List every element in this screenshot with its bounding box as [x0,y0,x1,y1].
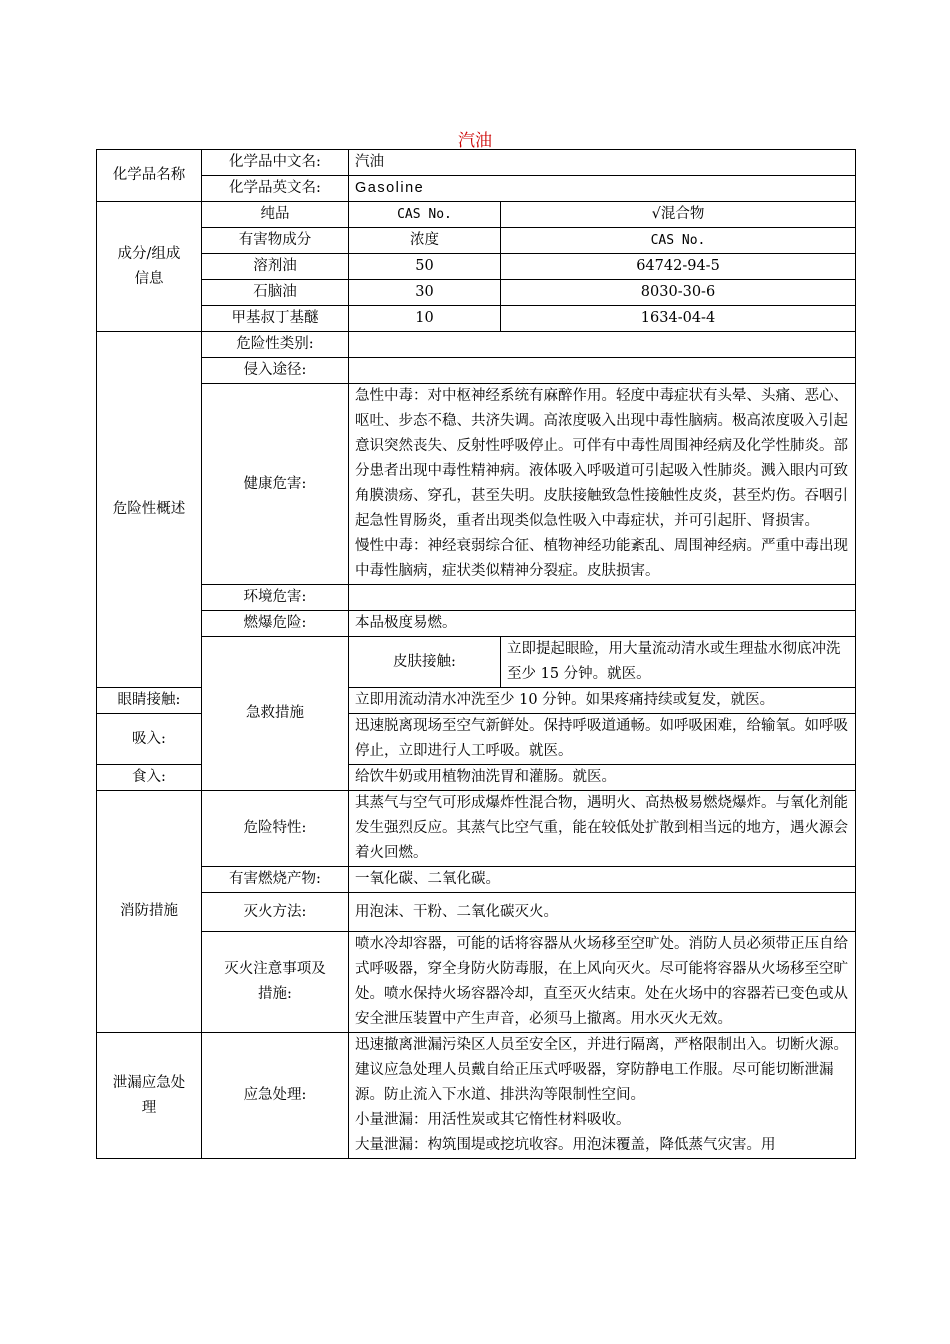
cas-header: CAS No. [501,228,856,254]
component-name: 石脑油 [202,280,349,306]
inhalation-label: 吸入: [97,714,202,765]
row-exposure-route [97,358,856,384]
row-health-hazard [97,384,856,585]
eye-contact-value: 立即用流动清水冲洗至少 10 分钟。如果疼痛持续或复发，就医。 [349,688,856,714]
cn-name-value: 汽油 [349,150,856,176]
document-title: 汽油 [458,131,492,151]
row-fire-hazard [97,791,856,867]
concentration-header: 浓度 [349,228,501,254]
health-hazard-value [349,384,856,585]
spill-general-text: 迅速撤离泄漏污染区人员至安全区，并进行隔离，严格限制出入。切断火源。建议应急处理人员戴自给正压式呼吸器，穿防静电工作服。尽可能切断泄漏源。防止流入下水道、排洪沟等限制性空间。 [355,1037,848,1103]
cas-label: CAS No. [349,202,501,228]
exposure-route-label: 侵入途径: [202,358,349,384]
component-concentration: 30 [349,280,501,306]
chronic-poisoning-text: 慢性中毒：神经衰弱综合征、植物神经功能紊乱、周围神经病。严重中毒出现中毒性脑病，症状类似精神分裂症。皮肤损害。 [355,538,848,579]
mixture-label: √混合物 [501,202,856,228]
msds-table [96,149,856,1159]
large-spill-text: 大量泄漏：构筑围堤或挖坑收容。用泡沫覆盖，降低蒸气灾害。用 [355,1137,776,1153]
section-composition: 成分/组成 信息 [97,202,202,332]
spill-response-value [349,1033,856,1159]
row-composition-header [97,228,856,254]
section-hazards: 危险性概述 [97,332,202,688]
skin-contact-label: 皮肤接触: [349,637,501,688]
cn-name-label: 化学品中文名: [202,150,349,176]
fire-explosion-label: 燃爆危险: [202,611,349,637]
component-concentration: 10 [349,306,501,332]
table-row [97,306,856,332]
section-spill: 泄漏应急处 理 [97,1033,202,1159]
row-extinguishing-method [97,893,856,932]
extinguishing-method-label: 灭火方法: [202,893,349,932]
fire-hazard-label: 危险特性: [202,791,349,867]
en-name-label: 化学品英文名: [202,176,349,202]
inhalation-value: 迅速脱离现场至空气新鲜处。保持呼吸道通畅。如呼吸困难，给输氧。如呼吸停止，立即进行人工呼吸。就医。 [349,714,856,765]
component-cas: 8030-30-6 [501,280,856,306]
firefighting-notes-label: 灭火注意事项及 措施: [202,932,349,1033]
row-firefighting-notes [97,932,856,1033]
row-environment-hazard [97,585,856,611]
combustion-products-label: 有害燃烧产物: [202,867,349,893]
component-header: 有害物成分 [202,228,349,254]
fire-explosion-value: 本品极度易燃。 [349,611,856,637]
section-identity: 化学品名称 [97,150,202,202]
section-firefighting: 消防措施 [97,791,202,1033]
component-name: 溶剂油 [202,254,349,280]
combustion-products-value: 一氧化碳、二氧化碳。 [349,867,856,893]
row-fire-explosion [97,611,856,637]
row-combustion-products [97,867,856,893]
environment-hazard-value [349,585,856,611]
acute-poisoning-text: 急性中毒：对中枢神经系统有麻醉作用。轻度中毒症状有头晕、头痛、恶心、呕吐、步态不稳、共济失调。高浓度吸入出现中毒性脑病。极高浓度吸入引起意识突然丧失、反射性呼吸停止。可伴有中毒性周围神经病及化学性肺炎。部分患者出现中毒性精神病。液体吸入呼吸道可引起吸入性肺炎。溅入眼内可致角膜溃疡、穿孔，甚至失明。皮肤接触致急性接触性皮炎，甚至灼伤。吞咽引起急性胃肠炎，重者出现类似急性吸入中毒症状，并可引起肝、肾损害。 [355,388,848,529]
pure-label: 纯品 [202,202,349,228]
component-cas: 64742-94-5 [501,254,856,280]
environment-hazard-label: 环境危害: [202,585,349,611]
table-row [97,280,856,306]
ingestion-label: 食入: [97,765,202,791]
extinguishing-method-value: 用泡沫、干粉、二氧化碳灭火。 [349,893,856,932]
ingestion-value: 给饮牛奶或用植物油洗胃和灌肠。就医。 [349,765,856,791]
row-en-name [97,176,856,202]
section-first-aid: 急救措施 [202,637,349,791]
row-skin-contact [97,637,856,688]
component-cas: 1634-04-4 [501,306,856,332]
firefighting-notes-value: 喷水冷却容器，可能的话将容器从火场移至空旷处。消防人员必须带正压自给式呼吸器，穿全身防火防毒服，在上风向灭火。尽可能将容器从火场移至空旷处。喷水保持火场容器冷却，直至灭火结束。处在火场中的容器若已变色或从安全泄压装置中产生声音，必须马上撤离。用水灭火无效。 [349,932,856,1033]
spill-response-label: 应急处理: [202,1033,349,1159]
hazard-category-label: 危险性类别: [202,332,349,358]
table-row [97,254,856,280]
hazard-category-value [349,332,856,358]
fire-hazard-value: 其蒸气与空气可形成爆炸性混合物，遇明火、高热极易燃烧爆炸。与氧化剂能发生强烈反应。其蒸气比空气重，能在较低处扩散到相当远的地方，遇火源会着火回燃。 [349,791,856,867]
component-concentration: 50 [349,254,501,280]
small-spill-text: 小量泄漏：用活性炭或其它惰性材料吸收。 [355,1112,631,1128]
component-name: 甲基叔丁基醚 [202,306,349,332]
row-cn-name [97,150,856,176]
row-spill-response [97,1033,856,1159]
en-name-value: Gasoline [349,176,856,202]
skin-contact-value: 立即提起眼睑，用大量流动清水或生理盐水彻底冲洗至少 15 分钟。就医。 [501,637,856,688]
eye-contact-label: 眼睛接触: [97,688,202,714]
exposure-route-value [349,358,856,384]
row-hazard-category [97,332,856,358]
health-hazard-label: 健康危害: [202,384,349,585]
row-composition-type [97,202,856,228]
